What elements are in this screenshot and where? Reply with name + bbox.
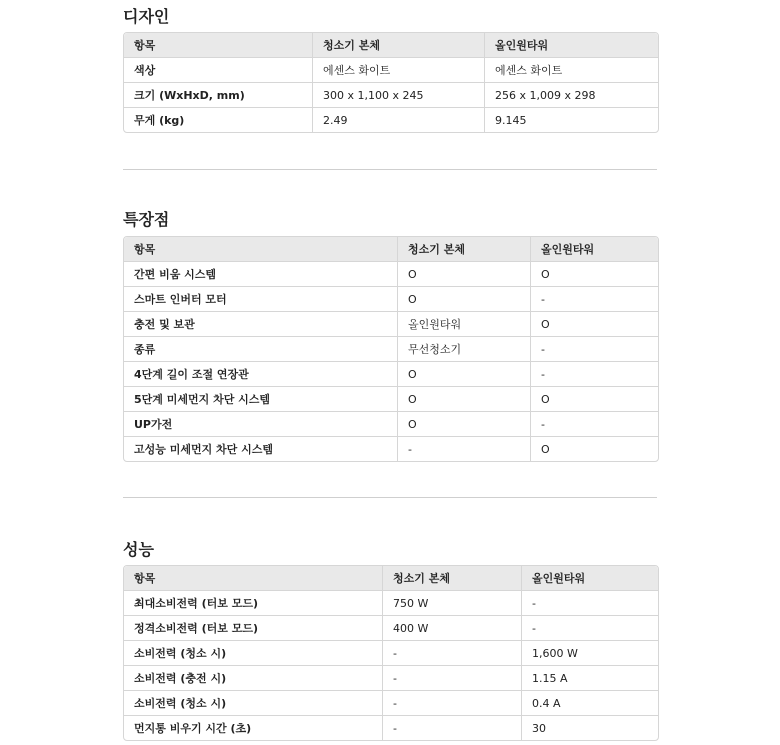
cell-value: O [531, 387, 658, 412]
column-header: 올인원타워 [531, 237, 658, 262]
row-label: 5단계 미세먼지 차단 시스템 [124, 387, 398, 412]
table-row [124, 108, 658, 132]
cell-value: 300 x 1,100 x 245 [313, 83, 485, 108]
section-divider [123, 497, 657, 498]
table-row [124, 641, 658, 666]
table-row [124, 337, 658, 362]
row-label: 충전 및 보관 [124, 312, 398, 337]
row-label: 4단계 길이 조절 연장관 [124, 362, 398, 387]
cell-value: O [531, 312, 658, 337]
row-label: UP가전 [124, 412, 398, 437]
cell-value: 0.4 A [522, 691, 658, 716]
cell-value: - [522, 591, 658, 616]
row-label: 먼지통 비우기 시간 (초) [124, 716, 383, 740]
cell-value: - [383, 716, 522, 740]
section-title-performance: 성능 [123, 540, 154, 559]
table-row [124, 387, 658, 412]
table-row [124, 312, 658, 337]
table-row [124, 437, 658, 461]
cell-value: 9.145 [495, 113, 527, 127]
cell-value: O [531, 262, 658, 287]
performance-spec-table [123, 565, 659, 741]
row-label: 고성능 미세먼지 차단 시스템 [124, 437, 398, 461]
table-row [124, 666, 658, 691]
row-label: 소비전력 (청소 시) [124, 641, 383, 666]
cell-value: 에센스 화이트 [313, 58, 485, 83]
cell-value: - [531, 337, 658, 362]
column-header: 올인원타워 [485, 33, 658, 58]
cell-value: - [383, 691, 522, 716]
cell-value: 무선청소기 [398, 337, 531, 362]
cell-value: - [383, 641, 522, 666]
table-row [124, 591, 658, 616]
row-label: 무게 (kg) [124, 108, 313, 132]
table-row [124, 83, 658, 108]
cell-value: - [531, 287, 658, 312]
cell-value: - [383, 666, 522, 691]
cell-value: 1.15 A [522, 666, 658, 691]
row-label: 소비전력 (충전 시) [124, 666, 383, 691]
column-header: 항목 [124, 237, 398, 262]
cell-value: 30 [532, 721, 546, 735]
table-row [124, 262, 658, 287]
row-label: 종류 [124, 337, 398, 362]
cell-value: - [531, 362, 658, 387]
column-header: 항목 [124, 33, 313, 58]
cell-value: O [398, 262, 531, 287]
cell-value: 400 W [383, 616, 522, 641]
table-row [124, 716, 658, 740]
cell-value: O [398, 287, 531, 312]
design-spec-table [123, 32, 659, 133]
table-row [124, 287, 658, 312]
cell-value: 올인원타워 [398, 312, 531, 337]
cell-value: - [522, 616, 658, 641]
table-header-row [124, 33, 658, 58]
cell-value: 750 W [383, 591, 522, 616]
row-label: 최대소비전력 (터보 모드) [124, 591, 383, 616]
section-title-design: 디자인 [123, 7, 170, 26]
column-header: 청소기 본체 [383, 566, 522, 591]
row-label: 정격소비전력 (터보 모드) [124, 616, 383, 641]
table-row [124, 58, 658, 83]
table-row [124, 362, 658, 387]
column-header: 청소기 본체 [398, 237, 531, 262]
cell-value: 2.49 [313, 108, 485, 132]
column-header: 올인원타워 [522, 566, 658, 591]
row-label: 크기 (WxHxD, mm) [124, 83, 313, 108]
cell-value: O [398, 412, 531, 437]
section-title-features: 특장점 [123, 210, 170, 229]
row-label: 간편 비움 시스템 [124, 262, 398, 287]
table-header-row [124, 566, 658, 591]
cell-value: 256 x 1,009 x 298 [485, 83, 658, 108]
cell-value: 1,600 W [522, 641, 658, 666]
cell-value: O [541, 442, 550, 456]
cell-value: O [398, 387, 531, 412]
table-row [124, 691, 658, 716]
row-label: 소비전력 (청소 시) [124, 691, 383, 716]
cell-value: 에센스 화이트 [485, 58, 658, 83]
cell-value: - [398, 437, 531, 461]
row-label: 색상 [124, 58, 313, 83]
column-header: 항목 [124, 566, 383, 591]
table-row [124, 412, 658, 437]
cell-value: - [531, 412, 658, 437]
row-label: 스마트 인버터 모터 [124, 287, 398, 312]
cell-value: O [398, 362, 531, 387]
column-header: 청소기 본체 [313, 33, 485, 58]
table-header-row [124, 237, 658, 262]
features-spec-table [123, 236, 659, 462]
section-divider [123, 169, 657, 170]
table-row [124, 616, 658, 641]
